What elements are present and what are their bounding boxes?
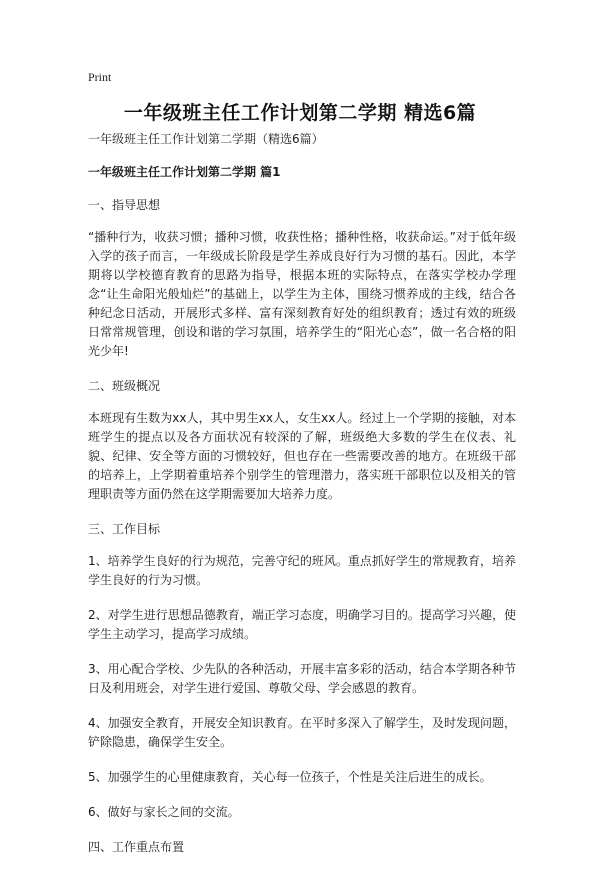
paragraph-guiding-thought: “播种行为，收获习惯；播种习惯，收获性格；播种性格，收获命运。”对于低年级入学的孩子而言，一年级成长阶段是学生养成良好行为习惯的基石。因此，本学期将以学校德育教育的思路为指导，根据本班的实际特点，在落实学校办学理念“让生命阳光般灿烂”的基础上，以学生为主体，围绕习惯养成的主线，结合各种纪念日活动，开展形式多样、富有深刻教育好处的组织教育；透过有效的班级日常常规管理，创设和谐的学习氛围，培养学生的“阳光心态”，做一名合格的阳光少年!: [88, 230, 516, 358]
document-body: [88, 130, 516, 870]
print-link[interactable]: Print: [88, 70, 112, 84]
goal-item-2: 2、对学生进行思想品德教育，端正学习态度，明确学习目的。提高学习兴趣，使学生主动学习，提高学习成绩。: [88, 608, 516, 641]
heading-work-goals: 三、工作目标: [88, 522, 161, 536]
goal-item-1: 1、培养学生良好的行为规范，完善守纪的班风。重点抓好学生的常规教育，培养学生良好的行为习惯。: [88, 554, 516, 587]
goal-item-3: 3、用心配合学校、少先队的各种活动，开展丰富多彩的活动，结合本学期各种节日及利用班会，对学生进行爱国、尊敬父母、学会感恩的教育。: [88, 662, 516, 695]
goal-item-6: 6、做好与家长之间的交流。: [88, 805, 240, 819]
heading-work-focus: 四、工作重点布置: [88, 840, 185, 854]
goal-item-5: 5、加强学生的心里健康教育，关心每一位孩子，个性是关注后进生的成长。: [88, 770, 492, 784]
section-title: 一年级班主任工作计划第二学期 篇1: [88, 165, 281, 179]
goal-item-4: 4、加强安全教育，开展安全知识教育。在平时多深入了解学生，及时发现问题，铲除隐患，确保学生安全。: [88, 716, 516, 749]
document-subtitle: 一年级班主任工作计划第二学期（精选6篇）: [88, 132, 324, 146]
heading-guiding-thought: 一、指导思想: [88, 198, 161, 212]
paragraph-class-overview: 本班现有生数为xx人，其中男生xx人，女生xx人。经过上一个学期的接触，对本班学生的提点以及各方面状况有较深的了解，班级绝大多数的学生在仪表、礼貌、纪律、安全等方面的习惯较好，但也存在一些需要改善的地方。在班级干部的培养上，上学期着重培养个别学生的管理潜力，落实班干部职位以及相关的管理职责等方面仍然在这学期需要加大培养力度。: [88, 411, 516, 501]
document-title: 一年级班主任工作计划第二学期 精选6篇: [123, 102, 477, 124]
heading-class-overview: 二、班级概况: [88, 379, 161, 393]
